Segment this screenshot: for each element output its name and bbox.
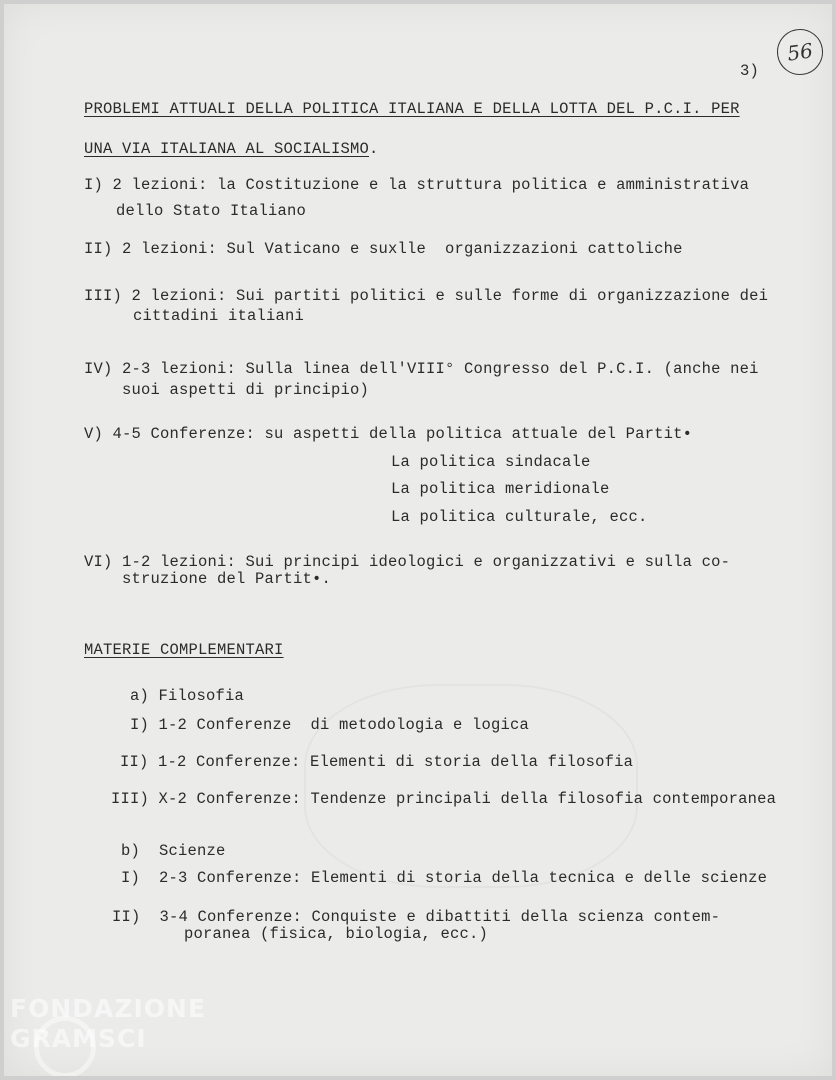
sciences-item-2-cont: poranea (fisica, biologia, ecc.) (184, 925, 489, 943)
heading-line-1: PROBLEMI ATTUALI DELLA POLITICA ITALIANA E DELLA LOTTA DEL P.C.I. PER (84, 100, 740, 118)
item-5-sub-2: La politica meridionale (391, 480, 610, 498)
item-6-line-2: struzione del Partit•. (122, 570, 332, 588)
item-6-line-1: VI) 1-2 lezioni: Sui principi ideologici e organizzativi e sulla co- (84, 553, 731, 571)
sciences-item-2: II) 3-4 Conferenze: Conquiste e dibattiti della scienza contem- (112, 908, 721, 926)
item-1-line-2: dello Stato Italiano (116, 202, 307, 220)
item-1-line-1: I) 2 lezioni: la Costituzione e la struttura politica e amministrativa (84, 176, 750, 194)
sciences-item-1: I) 2-3 Conferenze: Elementi di storia della tecnica e delle scienze (121, 869, 768, 887)
heading-line-2-text: UNA VIA ITALIANA AL SOCIALISMO (84, 140, 370, 158)
heading-line-2-period: . (369, 140, 379, 158)
item-5-sub-1: La politica sindacale (391, 453, 591, 471)
item-2-line-1: II) 2 lezioni: Sul Vaticano e suxlle organizzazioni cattoliche (84, 240, 683, 258)
sciences-label: b) Scienze (121, 842, 226, 860)
item-4-line-2: suoi aspetti di principio) (122, 381, 370, 399)
handwritten-page-number: 56 (774, 26, 826, 78)
complementary-heading: MATERIE COMPLEMENTARI (84, 641, 284, 659)
item-5-line-1: V) 4-5 Conferenze: su aspetti della politica attuale del Partit• (84, 425, 693, 443)
philosophy-item-1: I) 1-2 Conferenze di metodologia e logica (130, 716, 530, 734)
philosophy-item-2: II) 1-2 Conferenze: Elementi di storia della filosofia (120, 753, 634, 771)
philosophy-label: a) Filosofia (130, 687, 245, 705)
page-number: 3) (740, 62, 760, 80)
faint-stamp (304, 684, 638, 888)
heading-line-2 (84, 140, 379, 158)
philosophy-item-3: III) X-2 Conferenze: Tendenze principali della filosofia contemporanea (111, 790, 777, 808)
document-page (4, 4, 832, 1076)
watermark-line-1: FONDAZIONE (10, 994, 207, 1023)
watermark-line-2: GRAMSCI (10, 1024, 147, 1053)
item-3-line-1: III) 2 lezioni: Sui partiti politici e sulle forme di organizzazione dei (84, 287, 769, 305)
item-4-line-1: IV) 2-3 lezioni: Sulla linea dell'VIII° Congresso del P.C.I. (anche nei (84, 360, 759, 378)
item-5-sub-3: La politica culturale, ecc. (391, 508, 648, 526)
item-3-line-2: cittadini italiani (133, 307, 305, 325)
